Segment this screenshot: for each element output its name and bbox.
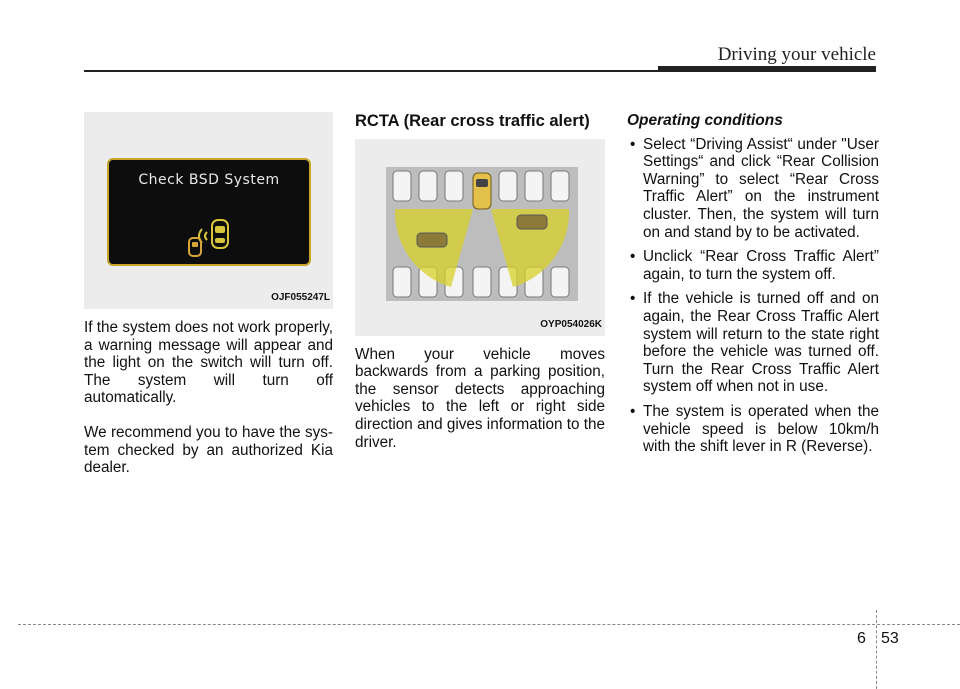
- list-item: • The system is operated when the vehicle speed is below 10km/h with the shift lever in R (Reverse).: [627, 403, 879, 456]
- page-number: 53: [881, 630, 899, 647]
- subsection-title: Operating conditions: [627, 112, 783, 129]
- section-title: RCTA (Rear cross traffic alert): [355, 112, 590, 130]
- figure-code: OYP054026K: [540, 319, 602, 330]
- lcd-message: Check BSD System: [138, 172, 280, 188]
- list-item: • If the vehicle is turned off and on again, the Rear Cross Traffic Alert system will return to the state right before the vehicle was turned off. Turn the Rear Cross Traffic Alert system off when not in use.: [627, 290, 879, 396]
- figure-code: OJF055247L: [271, 292, 330, 304]
- header-rule-accent: [658, 66, 876, 72]
- paragraph: When your vehicle moves backwards from a parking position, the sensor detects approaching vehicles to the left or right side direction and gives information to the driver.: [355, 345, 605, 451]
- parking-lot-illustration: [355, 139, 605, 336]
- chapter-number: 6: [857, 630, 866, 647]
- bsd-warning-figure: [84, 112, 333, 309]
- rcta-figure: [355, 139, 605, 336]
- column-middle: [355, 112, 605, 451]
- cluster-display: [107, 158, 311, 266]
- column-right: [627, 112, 879, 463]
- list-item: • Unclick “Rear Cross Traffic Alert” again, to turn the system off.: [627, 248, 879, 283]
- paragraph: If the system does not work properly, a warning message will appear and the light on the switch will turn off. The system will turn off automatically.: [84, 319, 333, 407]
- bullet-list: [627, 136, 879, 456]
- footer-divider: [876, 610, 877, 689]
- bsd-cars-icon: [109, 160, 309, 264]
- paragraph: We recommend you to have the sys-tem checked by an authorized Kia dealer.: [84, 423, 333, 477]
- list-item: • Select “Driving Assist“ under "User Settings“ and click “Rear Collision Warning” to select “Rear Cross Traffic Alert” on the instrument cluster. Then, the system will turn on and stand by to be activated.: [627, 136, 879, 242]
- column-left: [84, 112, 333, 477]
- footer-rule: [18, 624, 960, 625]
- header-title: Driving your vehicle: [717, 44, 876, 65]
